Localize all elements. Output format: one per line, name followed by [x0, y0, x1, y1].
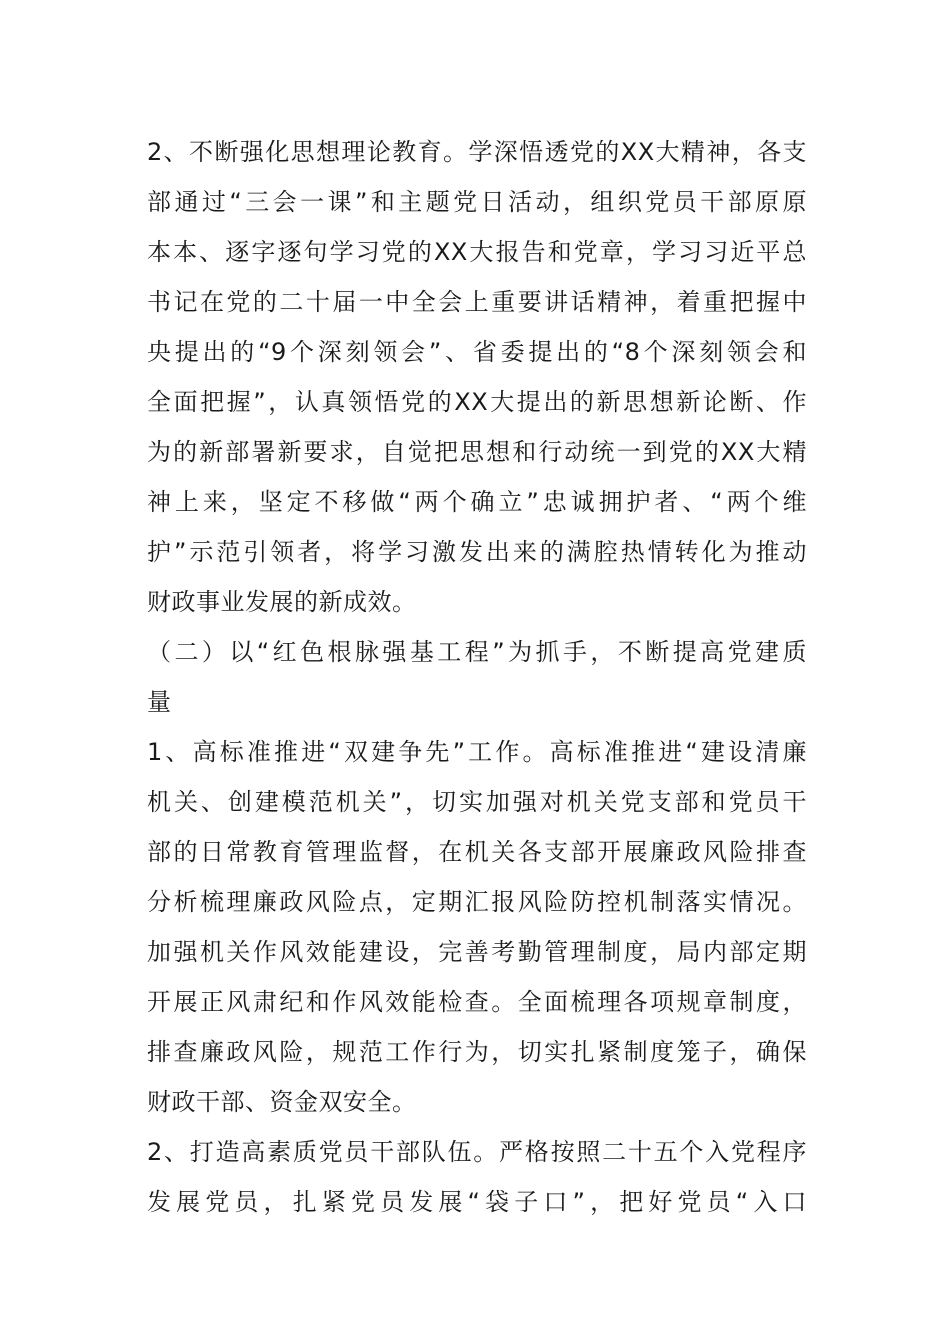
text-line: 全面把握”，认真领悟党的XX大提出的新思想新论断、作 — [147, 388, 807, 416]
text-line: 发展党员，扎紧党员发展“袋子口”，把好党员“入口 — [147, 1188, 807, 1216]
section-heading-line: （二）以“红色根脉强基工程”为抓手，不断提高党建质 — [147, 638, 807, 666]
text-line: 部通过“三会一课”和主题党日活动，组织党员干部原原 — [147, 188, 807, 216]
document-body — [147, 127, 807, 1227]
text-line: 2、不断强化思想理论教育。学深悟透党的XX大精神，各支 — [147, 138, 807, 166]
text-line: 护”示范引领者，将学习激发出来的满腔热情转化为推动 — [147, 538, 807, 566]
section-heading-line: 量 — [147, 688, 172, 716]
text-line: 部的日常教育管理监督，在机关各支部开展廉政风险排查 — [147, 838, 807, 866]
text-line: 财政干部、资金双安全。 — [147, 1088, 417, 1116]
text-line: 分析梳理廉政风险点，定期汇报风险防控机制落实情况。 — [147, 888, 807, 916]
text-line: 央提出的“9个深刻领会”、省委提出的“8个深刻领会和 — [147, 338, 807, 366]
text-line: 为的新部署新要求，自觉把思想和行动统一到党的XX大精 — [147, 438, 807, 466]
text-line: 1、高标准推进“双建争先”工作。高标准推进“建设清廉 — [147, 738, 807, 766]
text-line: 本本、逐字逐句学习党的XX大报告和党章，学习习近平总 — [147, 238, 807, 266]
text-line: 加强机关作风效能建设，完善考勤管理制度，局内部定期 — [147, 938, 807, 966]
text-line: 神上来，坚定不移做“两个确立”忠诚拥护者、“两个维 — [147, 488, 807, 516]
text-line: 财政事业发展的新成效。 — [147, 588, 417, 616]
text-line: 排查廉政风险，规范工作行为，切实扎紧制度笼子，确保 — [147, 1038, 807, 1066]
text-line: 2、打造高素质党员干部队伍。严格按照二十五个入党程序 — [147, 1138, 807, 1166]
text-line: 机关、创建模范机关”，切实加强对机关党支部和党员干 — [147, 788, 807, 816]
text-line: 书记在党的二十届一中全会上重要讲话精神，着重把握中 — [147, 288, 807, 316]
text-line: 开展正风肃纪和作风效能检查。全面梳理各项规章制度， — [147, 988, 807, 1016]
